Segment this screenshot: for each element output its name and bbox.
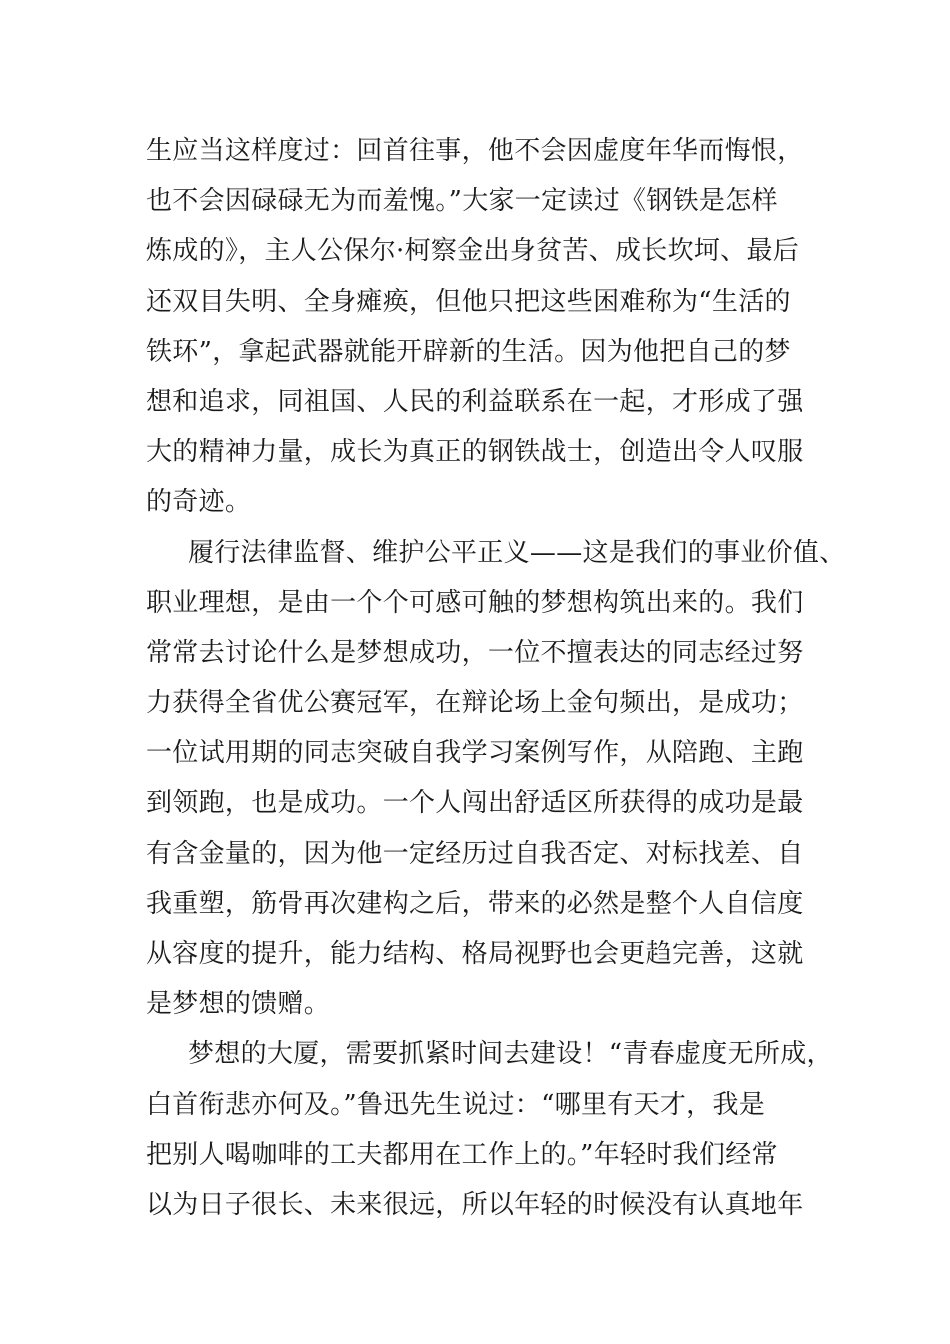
text-line: 到领跑，也是成功。一个人闯出舒适区所获得的成功是最 xyxy=(146,788,804,819)
text-line: 一位试用期的同志突破自我学习案例写作，从陪跑、主跑 xyxy=(146,738,804,769)
text-line: 常常去讨论什么是梦想成功，一位不擅表达的同志经过努 xyxy=(146,637,804,668)
text-line: 从容度的提升，能力结构、格局视野也会更趋完善，这就 xyxy=(146,939,804,969)
text-line: 想和追求，同祖国、人民的利益联系在一起，才形成了强 xyxy=(146,386,804,417)
text-line: 以为日子很长、未来很远，所以年轻的时候没有认真地年 xyxy=(146,1189,804,1220)
text-line: 履行法律监督、维护公平正义——这是我们的事业价值、 xyxy=(188,537,846,568)
text-line: 白首衔悲亦何及。”鲁迅先生说过：“哪里有天才，我是 xyxy=(146,1089,766,1120)
text-line: 把别人喝咖啡的工夫都用在工作上的。”年轻时我们经常 xyxy=(146,1139,778,1170)
document-body xyxy=(146,126,846,1230)
text-line: 还双目失明、全身瘫痪，但他只把这些困难称为“生活的 xyxy=(146,286,791,317)
text-line: 力获得全省优公赛冠军，在辩论场上金句频出，是成功； xyxy=(146,688,804,719)
text-line: 生应当这样度过：回首往事，他不会因虚度年华而悔恨， xyxy=(146,136,804,166)
text-line: 也不会因碌碌无为而羞愧。”大家一定读过《钢铁是怎样 xyxy=(146,186,778,217)
text-line: 职业理想，是由一个个可感可触的梦想构筑出来的。我们 xyxy=(146,587,804,618)
text-line: 铁环”，拿起武器就能开辟新的生活。因为他把自己的梦 xyxy=(146,336,791,367)
text-line: 梦想的大厦，需要抓紧时间去建设！“青春虚度无所成， xyxy=(188,1039,833,1070)
text-line: 炼成的》，主人公保尔·柯察金出身贫苦、成长坎坷、最后 xyxy=(146,236,800,267)
text-line: 的奇迹。 xyxy=(146,487,252,518)
text-line: 是梦想的馈赠。 xyxy=(146,989,331,1020)
text-line: 有含金量的，因为他一定经历过自我否定、对标找差、自 xyxy=(146,838,804,869)
text-line: 大的精神力量，成长为真正的钢铁战士，创造出令人叹服 xyxy=(146,437,804,468)
text-line: 我重塑，筋骨再次建构之后，带来的必然是整个人自信度 xyxy=(146,888,804,919)
